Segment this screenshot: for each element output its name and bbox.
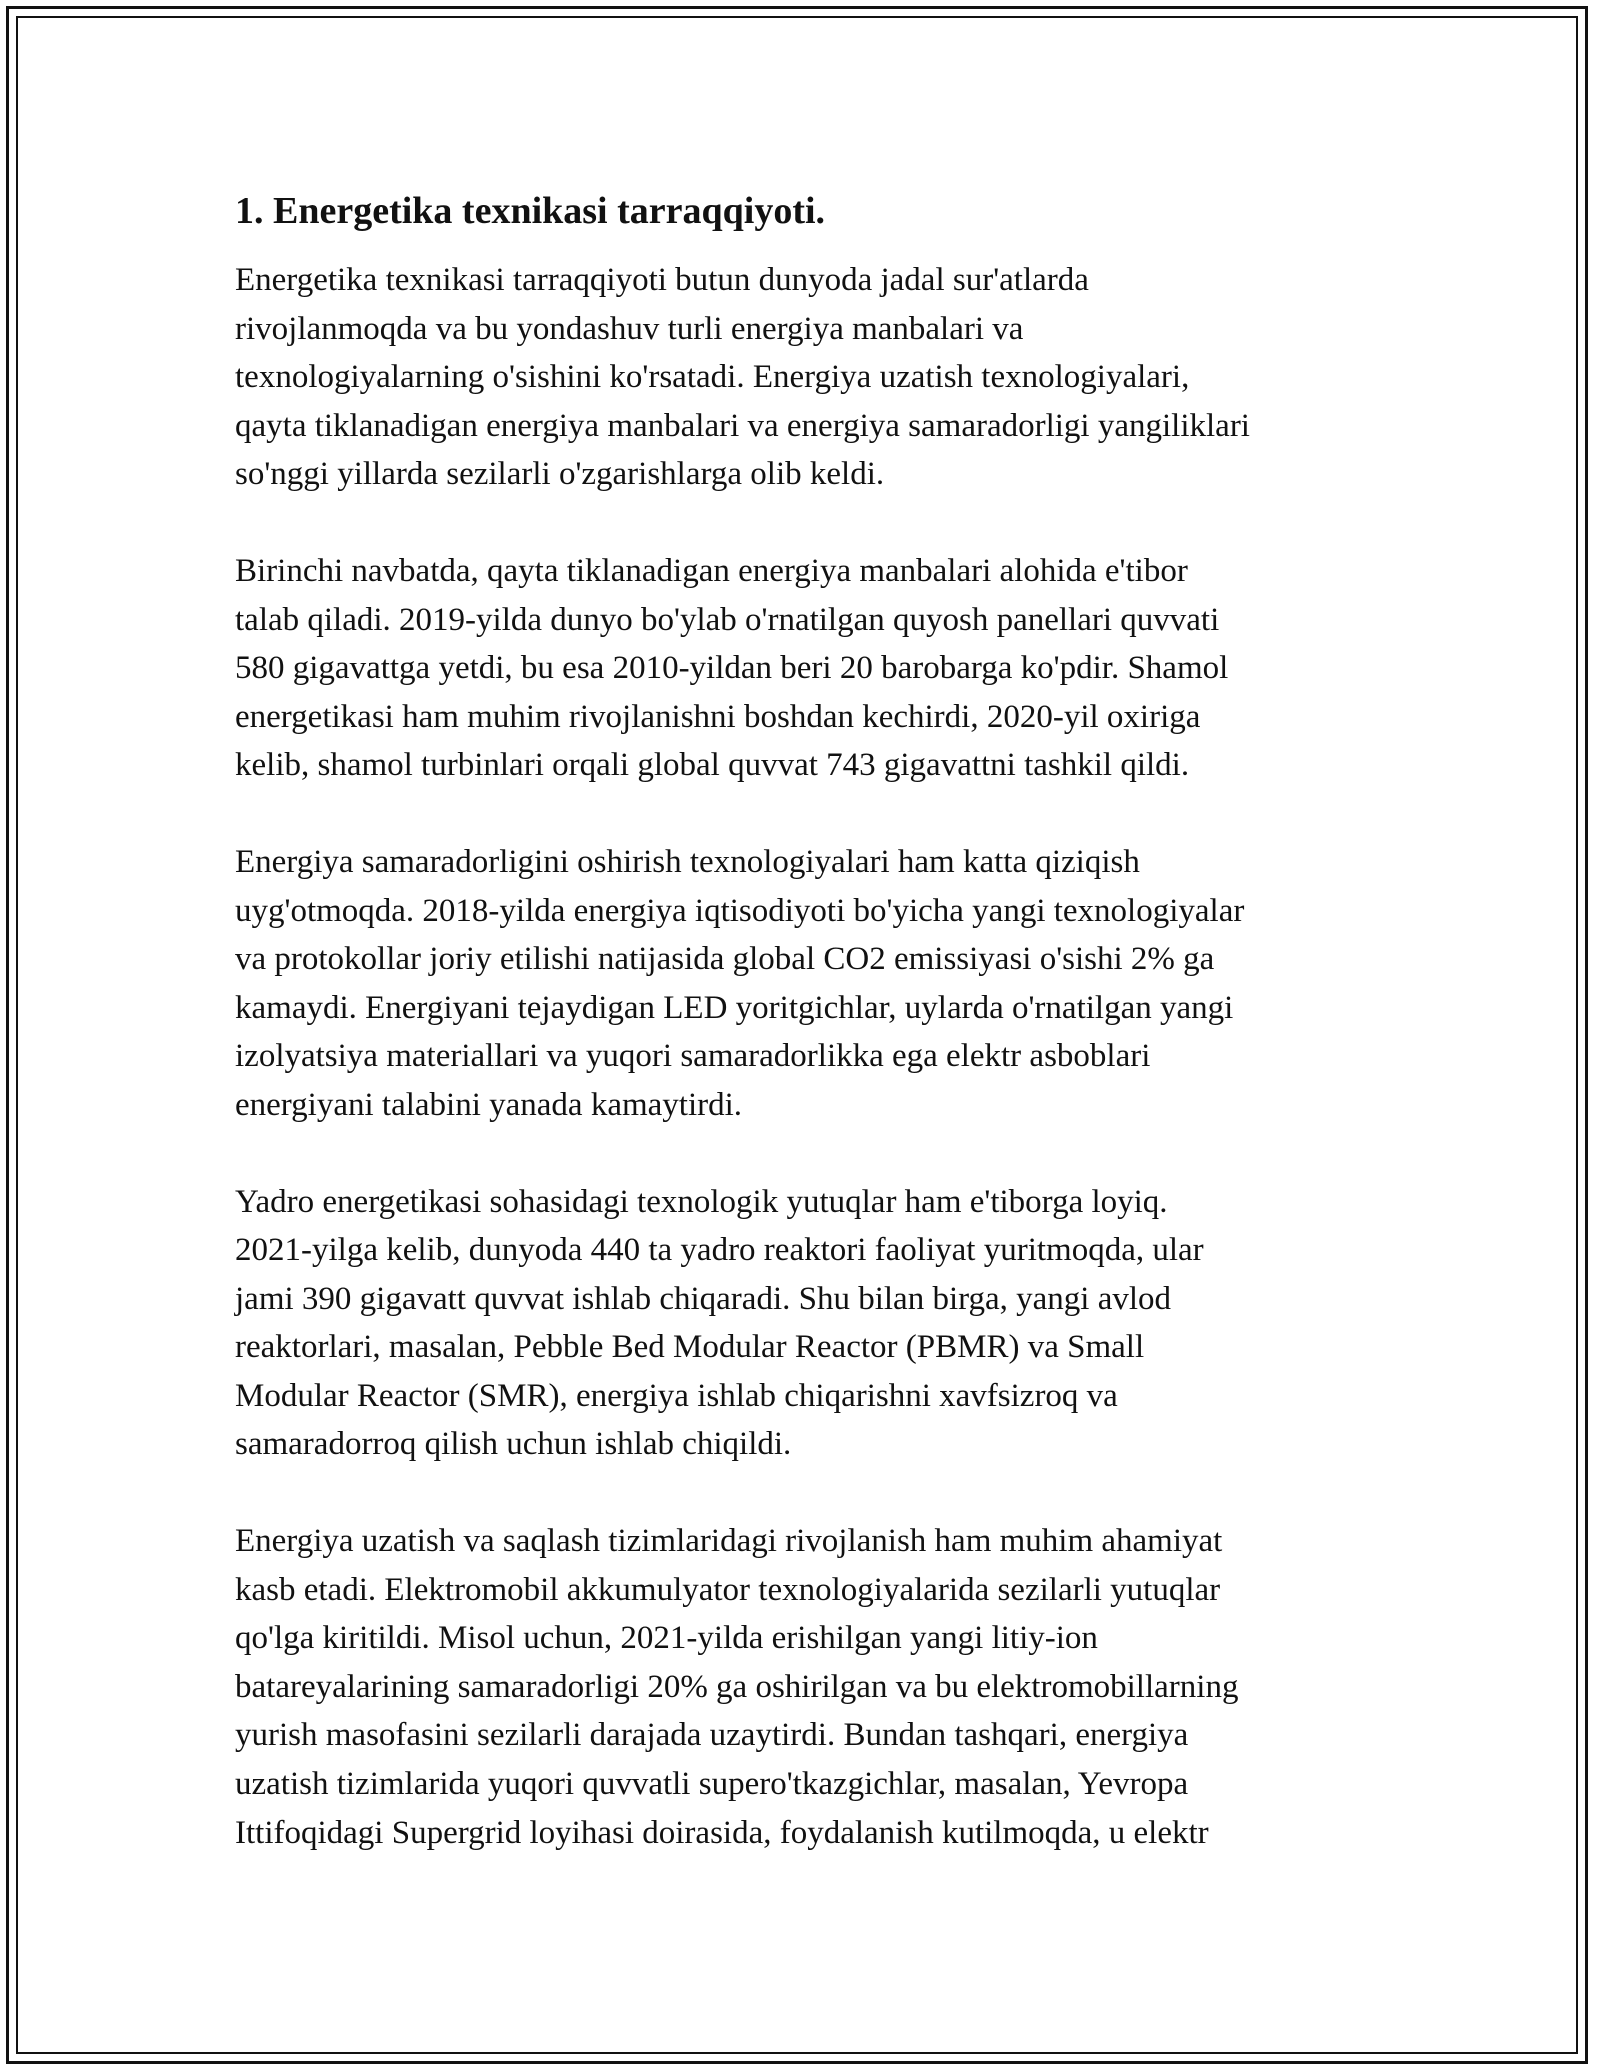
paragraph-renewables: Birinchi navbatda, qayta tiklanadigan energiya manbalari alohida e'tibor talab qiladi. 2019-yilda dunyo bo'ylab o'rnatilgan quyosh panellari quvvati 580 gigavattga yetdi, bu esa 2010-yildan beri 20 barobarga ko'pdir. Shamol energetikasi ham muhim rivojlanishni boshdan kechirdi, 2020-yil oxiriga kelib, shamol turbinlari orqali global quvvat 743 gigavattni tashkil qildi. [235, 552, 1229, 784]
paragraph-nuclear: Yadro energetikasi sohasidagi texnologik yutuqlar ham e'tiborga loyiq. 2021-yilga kelib, dunyoda 440 ta yadro reaktori faoliyat yuritmoqda, ular jami 390 gigavatt quvvat ishlab chiqaradi. Shu bilan birga, yangi avlod reaktorlari, masalan, Pebble Bed Modular Reactor (PBMR) va Small Modular Reactor (SMR), energiya ishlab chiqarishni xavfsizroq va samaradorroq qilish uchun ishlab chiqildi. [235, 1183, 1204, 1463]
paragraph-intro: Energetika texnikasi tarraqqiyoti butun dunyoda jadal sur'atlarda rivojlanmoqda va bu yondashuv turli energiya manbalari va texnologiyalarning o'sishini ko'rsatadi. Energiya uzatish texnologiyalari, qayta tiklanadigan energiya manbalari va energiya samaradorligi yangiliklari so'nggi yillarda sezilarli o'zgarishlarga olib keldi. [235, 262, 1250, 493]
section-heading: 1. Energetika texnikasi tarraqqiyoti. [235, 190, 826, 232]
paragraph-storage: Energiya uzatish va saqlash tizimlaridagi rivojlanish ham muhim ahamiyat kasb etadi. Elektromobil akkumulyator texnologiyalarida sezilarli yutuqlar qo'lga kiritildi. Misol uchun, 2021-yilda erishilgan yangi litiy-ion batareyalarining samaradorligi 20% ga oshirilgan va bu elektromobillarning yurish masofasini sezilarli darajada uzaytirdi. Bundan tashqari, energiya uzatish tizimlarida yuqori quvvatli supero'tkazgichlar, masalan, Yevropa Ittifoqidagi Supergrid loyihasi doirasida, foydalanish kutilmoqda, u elektr [235, 1523, 1239, 1851]
paragraph-efficiency: Energiya samaradorligini oshirish texnologiyalari ham katta qiziqish uyg'otmoqda. 2018-yilda energiya iqtisodiyoti bo'yicha yangi texnologiyalar va protokollar joriy etilishi natijasida global CO2 emissiyasi o'sishi 2% ga kamaydi. Energiyani tejaydigan LED yoritgichlar, uylarda o'rnatilgan yangi izolyatsiya materiallari va yuqori samaradorlikka ega elektr asboblari energiyani talabini yanada kamaytirdi. [235, 843, 1245, 1123]
document-body [235, 186, 1385, 1905]
